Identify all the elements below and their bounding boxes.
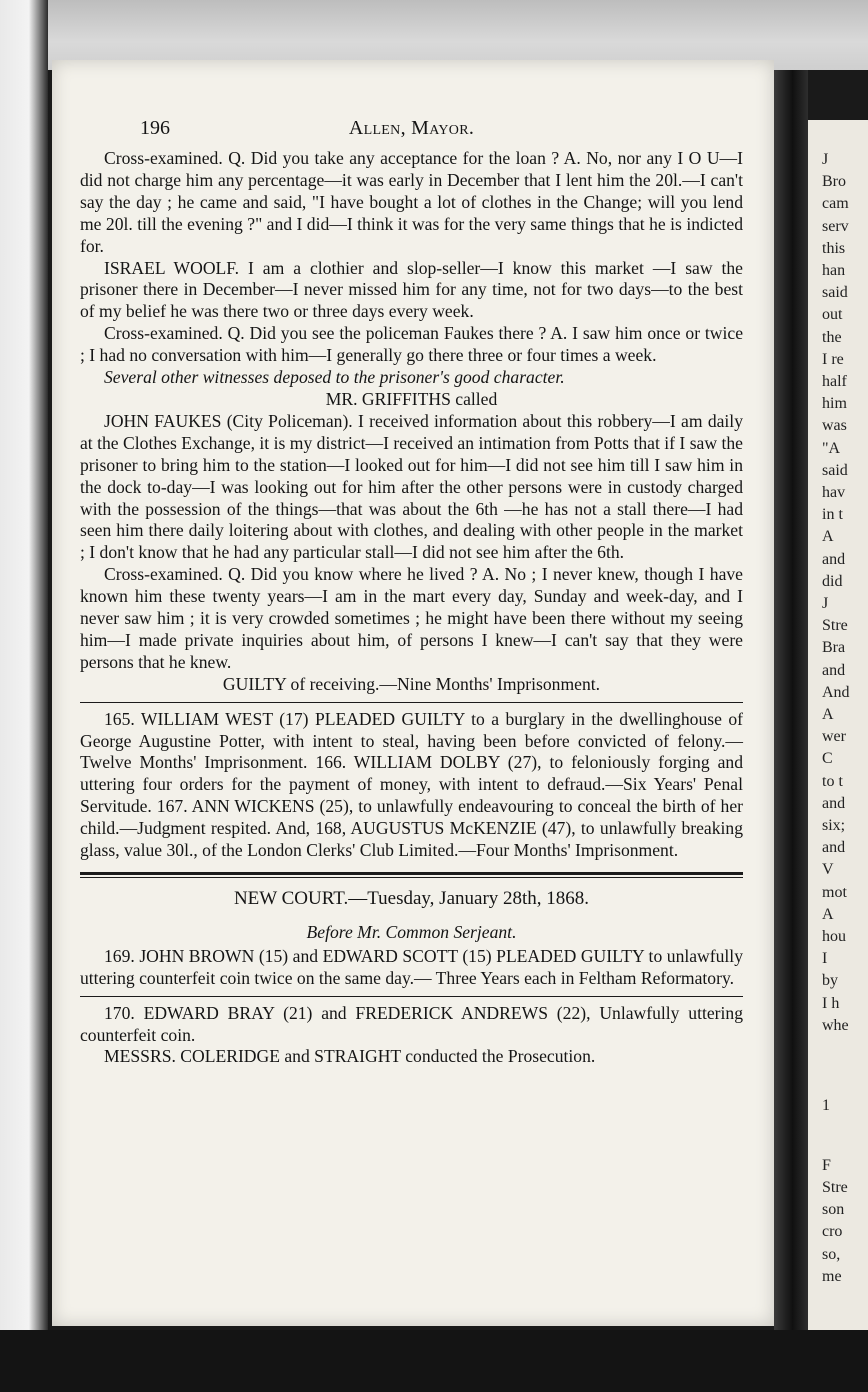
facing-page-fragment: so, — [822, 1245, 841, 1263]
page-content — [80, 108, 743, 1068]
centered-line: GUILTY of receiving.—Nine Months' Imprisonment. — [222, 673, 601, 694]
facing-page-fragment: "A — [822, 439, 841, 457]
facing-page-fragment: hou — [822, 928, 846, 945]
court-subheading: Before Mr. Common Serjeant. — [306, 921, 517, 942]
facing-page-fragment: I — [822, 950, 828, 968]
paragraph: MESSRS. COLERIDGE and STRAIGHT conducted the Prosecution. — [104, 1046, 596, 1067]
facing-page-fragment: F — [822, 1156, 831, 1174]
facing-page-fragment: was — [822, 417, 847, 435]
book-gutter — [774, 70, 808, 1340]
facing-page-fragment: said — [822, 461, 848, 479]
facing-page — [808, 120, 868, 1338]
facing-page-fragment: cam — [822, 195, 849, 213]
facing-page-fragment: 1 — [822, 1096, 830, 1114]
facing-page-fragment: A — [822, 905, 834, 923]
facing-page-fragment: six; — [822, 817, 846, 834]
facing-page-fragment: han — [822, 262, 846, 279]
paragraph: ISRAEL WOOLF. I am a clothier and slop-seller—I know this market —I saw the prisoner there in December—I never missed him for any time, not for two days—to the best of my belief he was there two or three days every week. — [80, 257, 743, 322]
facing-page-fragment: Stre — [822, 1179, 848, 1196]
facing-page-fragment: V — [822, 861, 834, 879]
section-rule — [80, 702, 743, 703]
facing-page-fragment: by — [822, 972, 838, 990]
court-heading: NEW COURT.—Tuesday, January 28th, 1868. — [233, 888, 590, 909]
document-body — [80, 148, 743, 1068]
page-number: 196 — [140, 117, 170, 139]
facing-page-fragment: J — [822, 151, 829, 168]
facing-page-fragment: cro — [822, 1223, 843, 1241]
facing-page-fragment: and — [822, 550, 846, 568]
centered-line: MR. GRIFFITHS called — [325, 388, 498, 409]
running-title: Allen, Mayor. — [348, 117, 475, 139]
facing-page-fragment: the — [822, 328, 842, 346]
section-rule — [80, 996, 743, 997]
facing-page-fragment: son — [822, 1201, 845, 1219]
facing-page-fragment: Bra — [822, 639, 846, 657]
paragraph: 169. JOHN BROWN (15) and EDWARD SCOTT (15) PLEADED GUILTY to unlawfully uttering counterfeit coin twice on the same day.— Three Years each in Feltham Reformatory. — [80, 945, 743, 988]
facing-page-fragment: said — [822, 284, 848, 302]
facing-page-fragment: in t — [822, 506, 843, 524]
facing-page-fragment: and — [822, 794, 846, 812]
facing-page-fragment: half — [822, 373, 847, 390]
facing-page-fragment: did — [822, 572, 843, 590]
section-double-rule — [80, 872, 743, 878]
facing-page-fragment: I re — [822, 350, 844, 368]
facing-page-fragment: Bro — [822, 173, 846, 191]
facing-page-fragment: J — [822, 595, 829, 612]
facing-page-fragment: this — [822, 239, 846, 257]
facing-page-fragment: him — [822, 395, 847, 413]
paragraph: Cross-examined. Q. Did you see the policeman Faukes there ? A. I saw him once or twice ; I had no conversation with him—I generally go there three or four times a week. — [80, 323, 743, 366]
facing-page-fragment: and — [822, 839, 846, 857]
facing-page-fragment: A — [822, 528, 834, 546]
facing-page-fragment: to t — [822, 772, 843, 790]
paragraph: JOHN FAUKES (City Policeman). I received information about this robbery—I am daily at the Clothes Exchange, it is my district—I received an intimation from Potts that if I saw the prisoner to bring him to the station—I looked out for him—I did not see him till I saw him in the dock to-day—I was looking out for him after the other persons were in custody charged with the possession of the things—that was about the 6th —he has not a stall there—I had seen him there daily loitering about with clothes, and dealing with other people in the market ; I don't know that he had any particular stall—I did not see him after the 6th. — [80, 410, 743, 563]
facing-page-fragment: mot — [822, 883, 847, 901]
facing-page-fragment: I h — [822, 994, 840, 1012]
facing-page-fragment: C — [822, 750, 833, 768]
paragraph: 165. WILLIAM WEST (17) PLEADED GUILTY to a burglary in the dwellinghouse of George Augustine Potter, with intent to steal, having been before convicted of felony.—Twelve Months' Imprisonment. 166. WILLIAM DOLBY (27), to feloniously forging and uttering four orders for the payment of money, with intent to defraud.—Six Years' Penal Servitude. 167. ANN WICKENS (25), to unlawfully endeavouring to conceal the birth of her child.—Judgment respited. And, 168, AUGUSTUS McKENZIE (47), to unlawfully breaking glass, value 30l., of the London Clerks' Club Limited.—Four Months' Imprisonment. — [80, 708, 743, 861]
scan-background-left — [0, 0, 48, 1392]
paragraph: 170. EDWARD BRAY (21) and FREDERICK ANDREWS (22), Unlawfully uttering counterfeit coin. — [80, 1002, 743, 1045]
paragraph: Cross-examined. Q. Did you take any acceptance for the loan ? A. No, nor any I O U—I did not charge him any percentage—it was early in December that I lent him the 20l.—I can't say the day ; he came and said, "I have bought a lot of clothes in the Change; will you lend me 20l. till the evening ?" and I did—I think it was for the very same things that he is indicted for. — [80, 148, 743, 256]
facing-page-fragment: A — [822, 706, 834, 723]
facing-page-fragment: whe — [822, 1016, 849, 1034]
facing-page-fragment: Stre — [822, 617, 848, 635]
facing-page-fragment: And — [822, 683, 850, 701]
facing-page-fragment: out — [822, 306, 843, 324]
paragraph-note: Several other witnesses deposed to the prisoner's good character. — [104, 367, 565, 388]
facing-page-fragment: serv — [822, 217, 849, 235]
page-header — [80, 108, 743, 148]
facing-page-fragment: wer — [822, 728, 846, 746]
paragraph: Cross-examined. Q. Did you know where he lived ? A. No ; I never knew, though I have known him these twenty years—I am in the mart every day, Sunday and week-day, and I never saw him ; it is very crowded sometimes ; he might have been there without my seeing him—I made private inquiries about him, of persons I knew—I can't say that they were persons that he knew. — [80, 564, 743, 672]
facing-page-fragment: hav — [822, 484, 846, 501]
scan-background-bottom — [0, 1330, 868, 1392]
facing-page-fragment: and — [822, 661, 846, 679]
facing-page-fragment: me — [822, 1267, 842, 1285]
